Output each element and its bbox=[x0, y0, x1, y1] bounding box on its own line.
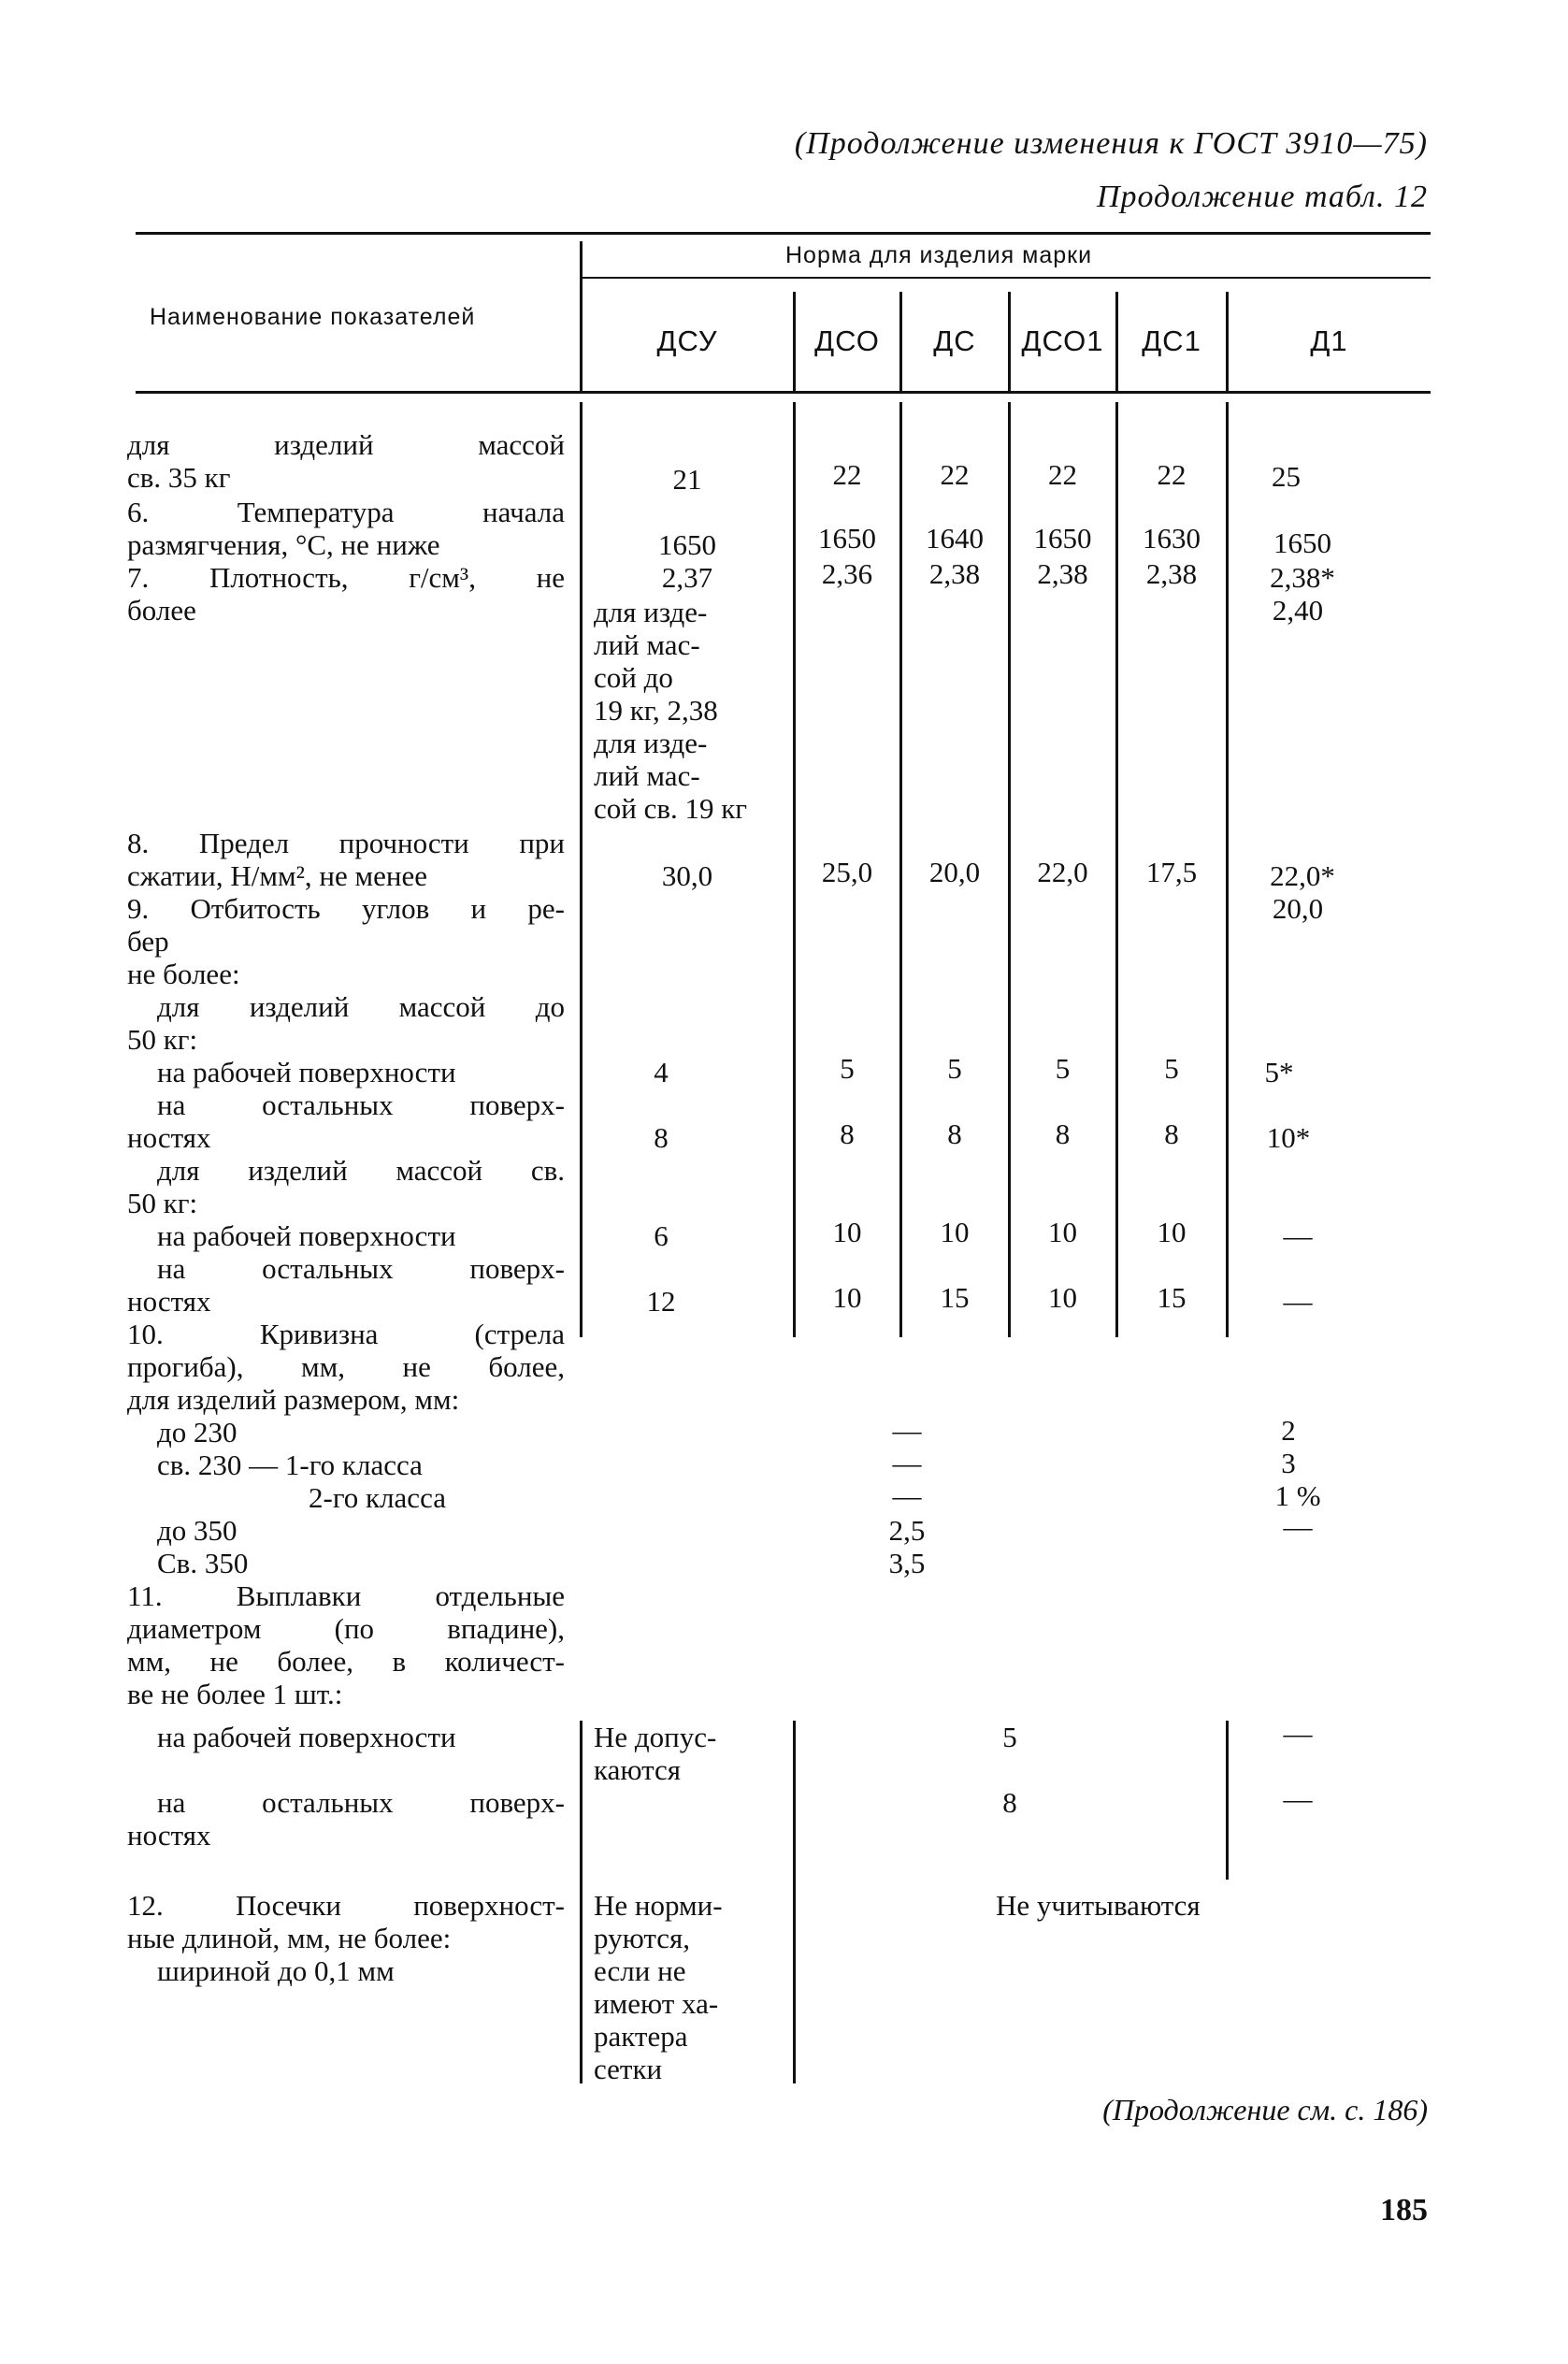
r12-dsu-line-1: Не норми- bbox=[594, 1889, 723, 1922]
cell-r10-d1-3: 1 % bbox=[1274, 1479, 1321, 1512]
header-bottom-rule bbox=[136, 391, 1431, 394]
cell-r9w-dsu: 4 bbox=[654, 1056, 669, 1088]
cell-r6-ds1: 1630 bbox=[1143, 522, 1201, 555]
row10-label-f: 2-го класса bbox=[309, 1481, 446, 1514]
row10-label-a: 10. Кривизна (стрела bbox=[127, 1318, 565, 1350]
cell-r7-ds: 2,38 bbox=[928, 557, 981, 590]
cell-r9w2-ds1: 10 bbox=[1157, 1216, 1187, 1248]
cell-mass35-d1: 25 bbox=[1272, 460, 1301, 493]
brand-dsu: ДСУ bbox=[656, 324, 718, 357]
amendment-header: (Продолжение изменения к ГОСТ 3910—75) bbox=[794, 126, 1428, 161]
column-header-group: Норма для изделия марки bbox=[785, 242, 1093, 268]
cell-r9w2-dso: 10 bbox=[832, 1216, 862, 1248]
r12-dsu-line-2: руются, bbox=[594, 1922, 691, 1954]
row7-label-b: более bbox=[127, 594, 196, 627]
row11-other-label-a: на остальных поверх- bbox=[157, 1786, 565, 1819]
row11-work-label: на рабочей поверхности bbox=[157, 1721, 456, 1753]
cell-r7-dsu: 2,37 bbox=[661, 561, 713, 594]
cell-r6-ds: 1640 bbox=[926, 522, 984, 555]
row9-label-e: 50 кг: bbox=[127, 1023, 198, 1056]
cell-mass35-dsu: 21 bbox=[672, 463, 702, 496]
r7-dsu-note-5: для изде- bbox=[594, 727, 708, 759]
row7-label-a: 7. Плотность, г/см³, не bbox=[127, 561, 565, 594]
column-header-name: Наименование показателей bbox=[150, 304, 476, 330]
cell-r6-dsu: 1650 bbox=[658, 528, 716, 561]
row10-label-h: Св. 350 bbox=[157, 1547, 249, 1579]
row-mass35-label-a: для изделий массой bbox=[127, 428, 565, 461]
row9-other2-label-a: на остальных поверх- bbox=[157, 1252, 565, 1285]
cell-r8-dso1: 22,0 bbox=[1037, 856, 1088, 888]
cell-r9o-ds: 8 bbox=[947, 1117, 962, 1150]
row9-label-g: 50 кг: bbox=[127, 1187, 198, 1219]
r12-dsu-line-4: имеют ха- bbox=[594, 1987, 719, 2020]
cell-r6-d1: 1650 bbox=[1273, 526, 1331, 559]
cell-r9o-ds1: 8 bbox=[1164, 1117, 1179, 1150]
r7-dsu-note-7: сой св. 19 кг bbox=[594, 792, 748, 825]
r12-dsu-line-5: рактера bbox=[594, 2020, 688, 2053]
row10-label-d: до 230 bbox=[157, 1416, 237, 1449]
brand-ds1: ДС1 bbox=[1142, 324, 1201, 357]
cell-r9o2-d1: — bbox=[1283, 1285, 1313, 1318]
cell-r9o2-ds: 15 bbox=[940, 1281, 970, 1314]
cell-r9o-d1: 10* bbox=[1266, 1121, 1311, 1154]
cell-r8-dso: 25,0 bbox=[821, 856, 873, 888]
cell-r10-d1-1: 2 bbox=[1281, 1414, 1296, 1447]
cell-r9w-ds: 5 bbox=[947, 1052, 962, 1085]
cell-r10-mid-3: — bbox=[892, 1479, 922, 1512]
row9-label-c: не более: bbox=[127, 958, 240, 990]
row6-label-a: 6. Температура начала bbox=[127, 496, 565, 528]
brand-d1: Д1 bbox=[1310, 324, 1348, 357]
group-header-rule bbox=[580, 277, 1431, 279]
brand-dso1: ДСО1 bbox=[1021, 324, 1104, 357]
r12-dsu-line-3: если не bbox=[594, 1954, 686, 1987]
cell-r8-d1-extra: 20,0 bbox=[1272, 892, 1324, 925]
cell-r9o2-ds1: 15 bbox=[1157, 1281, 1187, 1314]
r11-dsu-line-2: каются bbox=[594, 1753, 682, 1786]
header-divider-name bbox=[580, 241, 583, 391]
row9-work2-label: на рабочей поверхности bbox=[157, 1219, 456, 1252]
cell-r10-d1-2: 3 bbox=[1281, 1447, 1296, 1479]
row11-label-b: диаметром (по впадине), bbox=[127, 1612, 565, 1645]
cell-r11-work-mid: 5 bbox=[1002, 1721, 1017, 1753]
row9-label-d: для изделий массой до bbox=[157, 990, 565, 1023]
cell-r12-rest: Не учитываются bbox=[996, 1889, 1201, 1922]
cell-r7-ds1: 2,38 bbox=[1145, 557, 1198, 590]
cell-r10-mid-2: — bbox=[892, 1447, 922, 1479]
table-top-rule bbox=[136, 232, 1431, 235]
cell-r9o2-dso: 10 bbox=[832, 1281, 862, 1314]
row12-label-c: шириной до 0,1 мм bbox=[157, 1954, 395, 1987]
cell-r9o2-dso1: 10 bbox=[1048, 1281, 1077, 1314]
row11-other-label-b: ностях bbox=[127, 1819, 211, 1852]
cell-r9w-d1: 5* bbox=[1264, 1056, 1294, 1088]
cell-r8-dsu: 30,0 bbox=[661, 859, 713, 892]
row6-label-b: размягчения, °С, не ниже bbox=[127, 528, 440, 561]
table-continuation-header: Продолжение табл. 12 bbox=[1096, 180, 1428, 214]
r11-dsu-line-1: Не допус- bbox=[594, 1721, 717, 1753]
cell-mass35-ds: 22 bbox=[940, 458, 970, 491]
row9-other-label-a: на остальных поверх- bbox=[157, 1088, 565, 1121]
r7-dsu-note-1: для изде- bbox=[594, 596, 708, 628]
cell-mass35-ds1: 22 bbox=[1157, 458, 1187, 491]
continuation-note: (Продолжение см. с. 186) bbox=[1102, 2093, 1428, 2126]
row9-other2-label-b: ностях bbox=[127, 1285, 211, 1318]
row8-label-b: сжатии, Н/мм², не менее bbox=[127, 859, 427, 892]
row10-label-g: до 350 bbox=[157, 1514, 237, 1547]
row12-label-b: ные длиной, мм, не более: bbox=[127, 1922, 452, 1954]
row11-label-a: 11. Выплавки отдельные bbox=[127, 1579, 565, 1612]
cell-r9w2-dsu: 6 bbox=[654, 1219, 669, 1252]
brand-dso: ДСО bbox=[814, 324, 880, 357]
cell-r8-ds: 20,0 bbox=[928, 856, 981, 888]
cell-r7-d1-extra: 2,40 bbox=[1272, 594, 1324, 627]
cell-r10-d1-4: — bbox=[1283, 1510, 1313, 1543]
cell-r11-work-d1: — bbox=[1283, 1717, 1313, 1750]
cell-r9w-dso1: 5 bbox=[1055, 1052, 1071, 1085]
row9-work-label: на рабочей поверхности bbox=[157, 1056, 456, 1088]
row11-label-c: мм, не более, в количест- bbox=[127, 1645, 565, 1678]
row10-label-c: для изделий размером, мм: bbox=[127, 1383, 460, 1416]
r7-dsu-note-3: сой до bbox=[594, 661, 673, 694]
brand-ds: ДС bbox=[933, 324, 976, 357]
row8-label-a: 8. Предел прочности при bbox=[127, 827, 565, 859]
cell-r11-other-d1: — bbox=[1283, 1782, 1313, 1815]
cell-mass35-dso1: 22 bbox=[1048, 458, 1077, 491]
r7-dsu-note-4: 19 кг, 2,38 bbox=[594, 694, 718, 727]
cell-r7-dso1: 2,38 bbox=[1037, 557, 1088, 590]
r7-dsu-note-2: лий мас- bbox=[594, 628, 700, 661]
row9-label-b: бер bbox=[127, 925, 169, 958]
row9-other-label-b: ностях bbox=[127, 1121, 211, 1154]
cell-r8-ds1: 17,5 bbox=[1145, 856, 1198, 888]
cell-r7-dso: 2,36 bbox=[821, 557, 873, 590]
cell-r9o2-dsu: 12 bbox=[646, 1285, 676, 1318]
row11-label-d: ве не более 1 шт.: bbox=[127, 1678, 343, 1710]
row-mass35-label-b: св. 35 кг bbox=[127, 461, 231, 494]
cell-r6-dso1: 1650 bbox=[1033, 522, 1092, 555]
row10-label-e: св. 230 — 1-го класса bbox=[157, 1449, 423, 1481]
cell-r9w-ds1: 5 bbox=[1164, 1052, 1179, 1085]
page-number: 185 bbox=[1380, 2193, 1428, 2227]
body-divider-1-bottom bbox=[793, 1721, 796, 2083]
row12-label-a: 12. Посечки поверхност- bbox=[127, 1889, 565, 1922]
cell-r9w2-d1: — bbox=[1283, 1219, 1313, 1252]
row9-label-f: для изделий массой св. bbox=[157, 1154, 565, 1187]
r7-dsu-note-6: лий мас- bbox=[594, 759, 700, 792]
cell-r10-mid-1: — bbox=[892, 1414, 922, 1447]
cell-mass35-dso: 22 bbox=[832, 458, 862, 491]
cell-r8-d1: 22,0* bbox=[1270, 859, 1335, 892]
cell-r9o-dso1: 8 bbox=[1055, 1117, 1071, 1150]
body-divider-name-bottom bbox=[580, 1721, 583, 2083]
cell-r6-dso: 1650 bbox=[818, 522, 876, 555]
row9-label-a: 9. Отбитость углов и ре- bbox=[127, 892, 565, 925]
cell-r10-mid-4: 2,5 bbox=[888, 1514, 926, 1547]
row10-label-b: прогиба), мм, не более, bbox=[127, 1350, 565, 1383]
cell-r7-d1: 2,38* bbox=[1270, 561, 1335, 594]
cell-r9o-dso: 8 bbox=[840, 1117, 855, 1150]
cell-r9w2-ds: 10 bbox=[940, 1216, 970, 1248]
cell-r9w2-dso1: 10 bbox=[1048, 1216, 1077, 1248]
cell-r10-mid-5: 3,5 bbox=[888, 1547, 926, 1579]
cell-r9o-dsu: 8 bbox=[654, 1121, 669, 1154]
r12-dsu-line-6: сетки bbox=[594, 2053, 663, 2085]
cell-r9w-dso: 5 bbox=[840, 1052, 855, 1085]
cell-r11-other-mid: 8 bbox=[1002, 1786, 1017, 1819]
